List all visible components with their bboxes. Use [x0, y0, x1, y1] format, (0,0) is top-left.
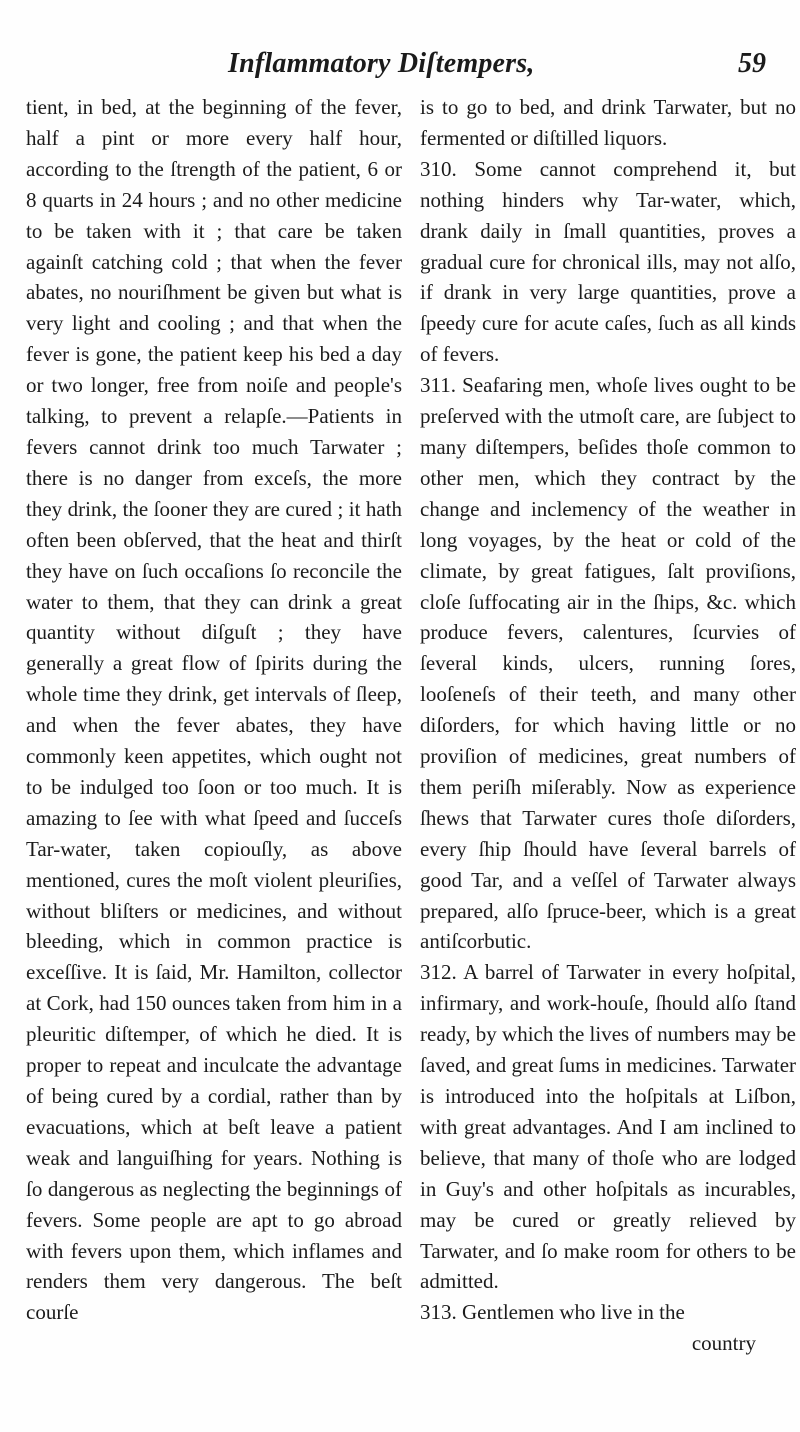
right-column — [420, 92, 796, 1359]
paragraph-312: 312. A barrel of Tarwater in every hoſpital, infirmary, and work-houſe, ſhould alſo ſtand ready, by which the lives of numbers may be ſaved, and great ſums in medicines. Tarwater is introduced into the hoſpitals at Liſbon, with great advantages. And I am inclined to believe, that many of thoſe who are lodged in Guy's and other hoſpitals as incurables, may be cured or greatly relieved by Tarwater, and ſo make room for others to be admitted. — [420, 960, 797, 1294]
left-column-text: tient, in bed, at the beginning of the fever, half a pint or more every half hour, according to the ſtrength of the patient, 6 or 8 quarts in 24 hours ; and no other medicine to be taken with it ; that care be taken againſt catching cold ; that when the fever abates, no nouriſhment be given but what is very light and cooling ; and that when the fever is gone, the patient keep his bed a day or two longer, free from noiſe and people's talking, to prevent a relapſe.—Patients in fevers cannot drink too much Tarwater ; there is no danger from exceſs, the more they drink, the ſooner they are cured ; it hath often been obſerved, that the heat and thirſt they have on ſuch occaſions ſo reconcile the water to them, that they can drink a great quantity without diſguſt ; they have generally a great flow of ſpirits during the whole time they drink, get intervals of ſleep, and when the fever abates, they have commonly keen appetites, which ought not to be indulged too ſoon or too much. It is amazing to ſee with what ſpeed and ſucceſs Tar-water, taken copiouſly, as above mentioned, cures the moſt violent pleuriſies, without bliſters or medicines, and without bleeding, which in common practice is exceſſive. It is ſaid, Mr. Hamilton, collector at Cork, had 150 ounces taken from him in a pleuritic diſtemper, of which he died. It is proper to repeat and inculcate the advantage of being cured by a cordial, rather than by evacuations, which at beſt leave a patient weak and languiſhing for years. Nothing is ſo dangerous as neglecting the beginnings of fevers. Some people are apt to go abroad with fevers upon them, which inflames and renders them very dangerous. The beſt courſe — [26, 95, 402, 1325]
running-title: Inflammatory Diſtempers, — [228, 48, 535, 79]
paragraph-310: 310. Some cannot comprehend it, but nothing hinders why Tar-water, which, drank daily in ſmall quantities, proves a gradual cure for chronical ills, may not alſo, if drank in very large quantities, prove a ſpeedy cure for acute caſes, ſuch as all kinds of fevers. — [420, 156, 796, 367]
catchword: country — [691, 1331, 756, 1356]
left-column — [26, 92, 402, 1328]
paragraph-continuation: is to go to bed, and drink Tarwater, but no fermented or diſtilled liquors. — [420, 95, 796, 150]
paragraph-311: 311. Seafaring men, whoſe lives ought to be preſerved with the utmoſt care, are ſubject to many diſtempers, beſides thoſe common to other men, which they contract by the change and inclemency of the weather in long voyages, by the heat or cold of the climate, by great fatigues, ſalt proviſions, cloſe ſuffocating air in the ſhips, &c. which produce fevers, calentures, ſcurvies of ſeveral kinds, ulcers, running ſores, looſeneſs of their teeth, and many other diſorders, for which having little or no proviſion of medicines, great numbers of them periſh miſerably. Now as experience ſhews that Tarwater cures thoſe diſorders, every ſhip ſhould have ſeveral barrels of good Tar, and a veſſel of Tarwater always prepared, alſo ſpruce-beer, which is a great antiſcorbutic. — [420, 373, 796, 954]
page-number: 59 — [738, 48, 766, 79]
page-header — [0, 48, 800, 94]
paragraph-313: 313. Gentlemen who live in the — [420, 1300, 685, 1325]
